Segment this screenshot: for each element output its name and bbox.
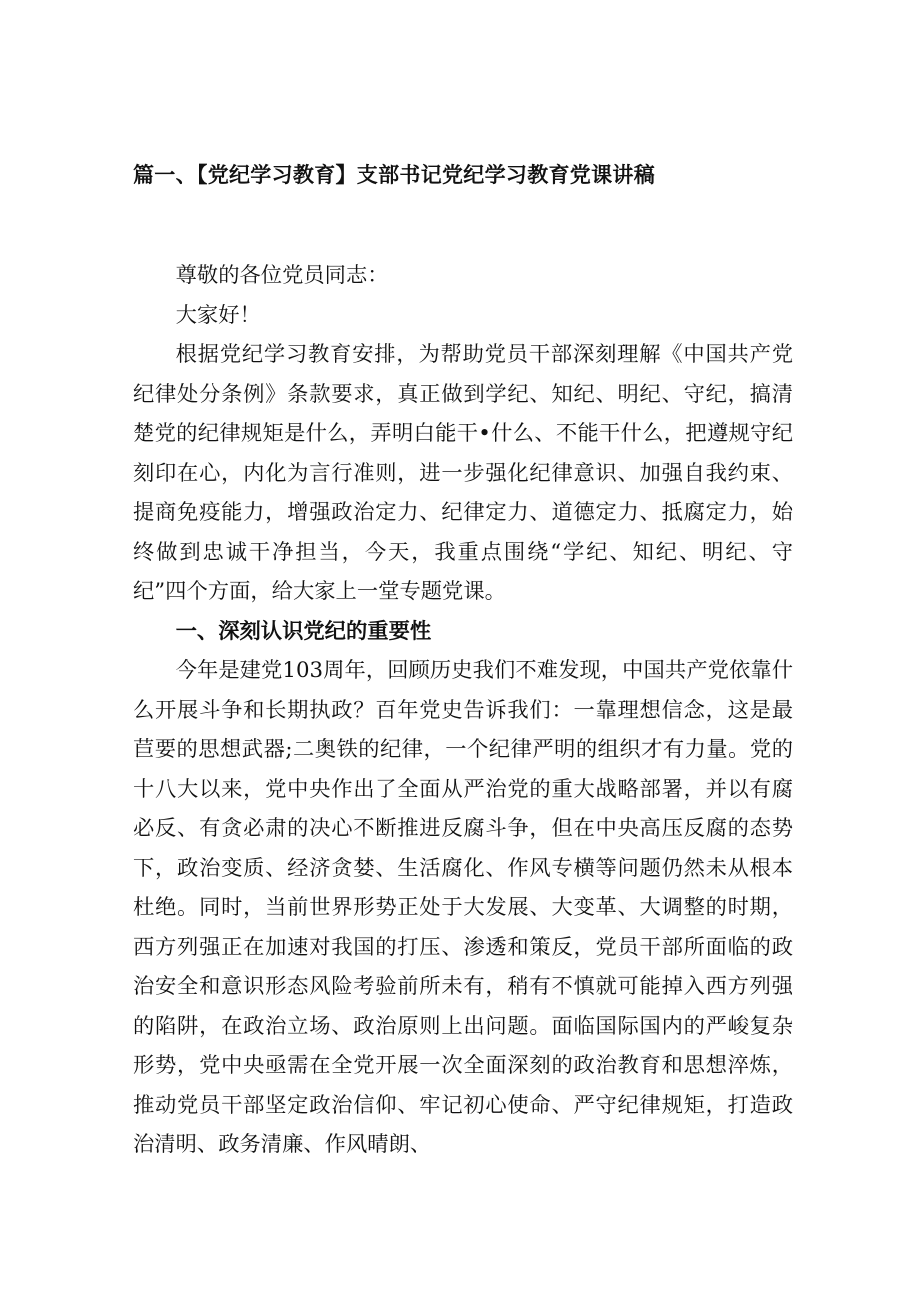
document-body (133, 256, 793, 1165)
body-paragraph-intro: 根据党纪学习教育安排，为帮助党员干部深刻理解《中国共产党纪律处分条例》条款要求，真正做到学纪、知纪、明纪、守纪，搞清楚党的纪律规矩是什么，弄明白能干•什么、不能干什么，把遵规守纪刻印在心，内化为言行准则，进一步强化纪律意识、加强自我约束、提商免疫能力，增强政治定力、纪律定力、道德定力、抵腐定力，始终做到忠诚干净担当，今天，我重点围绕“学纪、知纪、明纪、守纪”四个方面，给大家上一堂专题党课。 (133, 342, 793, 604)
document-title: 篇一、【党纪学习教育】支部书记党纪学习教育党课讲稿 (133, 162, 655, 187)
greeting: 大家好！ (175, 302, 261, 328)
section-heading-1: 一、深刻认识党纪的重要性 (175, 618, 432, 644)
body-paragraph-section-1: 今年是建党103周年，回顾历史我们不难发现，中国共产党依靠什么开展斗争和长期执政？百年党史告诉我们：一靠理想信念，这是最苣要的思想武器;二奥铁的纪律，一个纪律严明的组织才有力量。党的十八大以来，党中央作出了全面从严治党的重大战略部署，并以有腐必反、有贪必肃的决心不断推进反腐斗争，但在中央高压反腐的态势下，政治变质、经济贪婪、生活腐化、作风专横等问题仍然未从根本杜绝。同时，当前世界形势正处于大发展、大变革、大调整的时期，西方列强正在加速对我国的打压、渗透和策反，党员干部所面临的政治安全和意识形态风险考验前所未有，稍有不慎就可能掉入西方列强的陷阱，在政治立场、政治原则上出问题。面临国际国内的严峻复杂形势，党中央亟需在全党开展一次全面深刻的政治教育和思想淬炼，推动党员干部坚定政治信仰、牢记初心使命、严守纪律规矩，打造政治清明、政务清廉、作风晴朗、 (133, 658, 793, 1157)
salutation: 尊敬的各位党员同志： (175, 263, 389, 288)
